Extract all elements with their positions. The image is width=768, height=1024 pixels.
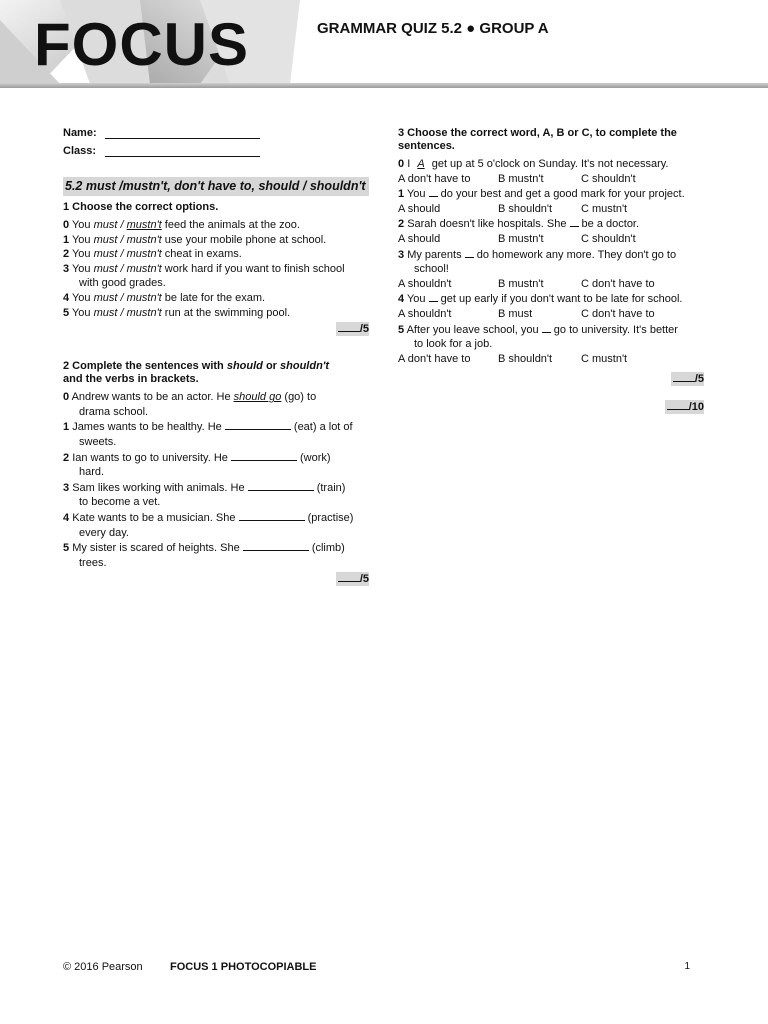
answer-option-a[interactable]: A shouldn't [398, 277, 452, 290]
item-number: 0 [63, 219, 70, 231]
exercise-1-title: 1 Choose the correct options. [63, 201, 219, 213]
total-score-blank[interactable] [667, 400, 689, 410]
answer-option-b[interactable]: B mustn't [498, 277, 544, 290]
answer-option-b[interactable]: B shouldn't [498, 202, 553, 215]
option-must[interactable]: must [93, 291, 118, 304]
exercise-1-item [63, 262, 369, 291]
item-number: 3 [63, 262, 70, 275]
option-mustnt[interactable]: mustn't [126, 306, 162, 319]
item-text: do homework any more. They don't go to [473, 248, 677, 261]
item-number: 3 [398, 248, 405, 261]
option-mustnt[interactable]: mustn't [126, 262, 162, 275]
verb-hint: (train) [313, 481, 346, 494]
item-text: You [71, 291, 94, 304]
item-number: 2 [398, 218, 405, 231]
item-number: 4 [398, 293, 405, 306]
item-text: Kate wants to be a musician. She [72, 511, 239, 524]
item-continuation: school! [414, 263, 449, 276]
name-field[interactable] [63, 121, 369, 139]
item-text: After you leave school, you [406, 323, 542, 336]
exercise-2-item [63, 390, 369, 419]
exercise-1-item [63, 233, 369, 248]
answer-option-b[interactable]: B shouldn't [498, 352, 553, 365]
item-number: 4 [63, 291, 70, 304]
item-number: 0 [63, 391, 70, 404]
option-separator: / [117, 233, 127, 246]
item-text: You [71, 248, 94, 261]
score-blank[interactable] [673, 372, 695, 382]
exercise-3-title: 3 Choose the correct word, A, B or C, to complete the sentences. [398, 127, 677, 152]
answer-option-a[interactable]: A shouldn't [398, 307, 452, 320]
answer-option-c[interactable]: C don't have to [581, 307, 655, 320]
exercise-1-item [63, 306, 369, 321]
item-number: 5 [398, 323, 405, 336]
exercise-2-items [63, 390, 369, 570]
exercise-2-item [63, 419, 369, 449]
item-text: get up early if you don't want to be late for school. [437, 293, 683, 306]
exercise-2-item [63, 480, 369, 510]
item-text: work hard if you want to finish school [161, 262, 345, 275]
ex2-title-should: should [226, 360, 263, 373]
item-text: You [71, 219, 94, 231]
item-number: 0 [398, 158, 405, 170]
exercise-3-score [398, 372, 704, 386]
exercise-1-item [63, 247, 369, 262]
item-text: use your mobile phone at school. [161, 233, 327, 246]
item-number: 1 [63, 421, 70, 434]
name-line[interactable] [105, 127, 260, 139]
exercise-1-score [63, 322, 369, 336]
ex2-title-pre: 2 Complete the sentences with [63, 360, 227, 373]
left-column [63, 121, 369, 586]
verb-hint: (practise) [304, 511, 354, 524]
score-max: /5 [359, 323, 369, 336]
item-text: run at the swimming pool. [161, 306, 291, 319]
item-text: Andrew wants to be an actor. He [71, 391, 234, 404]
verb-hint: (work) [296, 451, 331, 464]
item-text: get up at 5 o'clock on Sunday. It's not necessary. [428, 158, 669, 170]
option-mustnt[interactable]: mustn't [126, 248, 162, 261]
total-score [398, 400, 704, 414]
answer-blank[interactable] [429, 291, 438, 302]
class-line[interactable] [105, 145, 260, 157]
option-separator: / [117, 306, 127, 319]
class-field[interactable] [63, 139, 369, 157]
answer-blank[interactable] [243, 540, 309, 551]
answer-option-b[interactable]: B must [498, 307, 533, 320]
item-number: 2 [63, 451, 70, 464]
verb-hint: (eat) a lot of [290, 421, 353, 434]
answer-options [398, 277, 704, 292]
item-continuation: drama school. [79, 405, 149, 418]
item-text: Sam likes working with animals. He [72, 481, 248, 494]
item-text: You [406, 188, 429, 201]
option-mustnt[interactable]: mustn't [126, 233, 162, 246]
item-text: feed the animals at the zoo. [161, 219, 300, 231]
total-score-max: /10 [688, 401, 704, 414]
answer-option-a[interactable]: A don't have to [398, 352, 471, 365]
item-text: do your best and get a good mark for your project. [437, 188, 685, 201]
verb-hint: (climb) [308, 542, 345, 555]
item-text: Sarah doesn't like hospitals. She [407, 218, 570, 231]
example-options [398, 172, 704, 187]
item-text: You [71, 262, 94, 275]
exercise-3-item [398, 186, 704, 202]
item-continuation: hard. [79, 466, 105, 479]
item-continuation: to look for a job. [414, 338, 493, 351]
option-mustnt[interactable]: mustn't [126, 219, 162, 231]
item-text: go to university. It's better [550, 323, 678, 336]
copyright: © 2016 Pearson [63, 961, 143, 973]
answer-options [398, 307, 704, 322]
item-continuation: to become a vet. [79, 496, 161, 509]
item-continuation: every day. [79, 526, 129, 539]
answer-option-b[interactable]: B mustn't [498, 232, 544, 245]
verb-hint: (go) to [281, 391, 317, 404]
item-text: be late for the exam. [161, 291, 266, 304]
score-max: /5 [694, 373, 704, 386]
option-separator: / [117, 219, 127, 231]
answer-options [398, 202, 704, 217]
item-text: You [406, 293, 429, 306]
exercise-3-item [398, 247, 704, 277]
exercise-2-item [63, 450, 369, 480]
item-number: 5 [63, 542, 70, 555]
option-must[interactable]: must [93, 262, 118, 275]
class-label: Class: [63, 145, 97, 157]
option-must[interactable]: must [93, 233, 118, 246]
item-continuation: trees. [79, 556, 107, 569]
answer-blank[interactable] [239, 510, 305, 521]
exercise-2-item [63, 510, 369, 540]
answer-option-c[interactable]: C don't have to [581, 277, 655, 290]
exercise-2-item [63, 540, 369, 570]
item-text: You [71, 306, 94, 319]
answer-blank[interactable] [231, 450, 297, 461]
example-answer: A [417, 158, 425, 170]
quiz-title: GRAMMAR QUIZ 5.2 ● GROUP A [317, 20, 549, 37]
exercise-3-items [398, 157, 704, 366]
exercise-3-example [398, 157, 704, 172]
item-continuation: with good grades. [79, 277, 166, 290]
answer-blank[interactable] [542, 322, 551, 333]
answer-option-c[interactable]: C mustn't [581, 202, 628, 215]
option-mustnt[interactable]: mustn't [126, 291, 162, 304]
answer-option-b[interactable]: B mustn't [498, 172, 544, 185]
item-text: I [407, 158, 414, 170]
option-separator: / [117, 248, 127, 261]
item-text: You [71, 233, 94, 246]
answer-option-c[interactable]: C shouldn't [581, 232, 636, 245]
answer-options [398, 352, 704, 367]
header-divider [0, 83, 768, 88]
answer-blank[interactable] [248, 480, 314, 491]
exercise-1-items [63, 218, 369, 320]
focus-logo: FOCUS [34, 11, 249, 78]
answer-option-a[interactable]: A should [398, 232, 441, 245]
item-number: 4 [63, 511, 70, 524]
item-text: cheat in exams. [161, 248, 242, 261]
name-label: Name: [63, 127, 97, 139]
example-answer: should go [233, 391, 282, 404]
score-blank[interactable] [338, 572, 360, 582]
answer-options [398, 232, 704, 247]
option-must[interactable]: must [93, 248, 118, 261]
answer-blank[interactable] [429, 186, 438, 197]
option-separator: / [117, 262, 127, 275]
exercise-2-score [63, 572, 369, 586]
item-text: My sister is scared of heights. She [72, 542, 243, 555]
photocopiable-label: FOCUS 1 PHOTOCOPIABLE [170, 961, 317, 973]
item-number: 1 [398, 188, 405, 201]
item-continuation: sweets. [79, 435, 117, 448]
answer-blank[interactable] [570, 216, 579, 227]
item-text: be a doctor. [578, 218, 640, 231]
right-column [398, 127, 704, 414]
score-blank[interactable] [338, 322, 360, 332]
answer-option-a[interactable]: A should [398, 202, 441, 215]
exercise-2-title [63, 360, 369, 386]
page-header [0, 0, 768, 88]
answer-option-a[interactable]: A don't have to [398, 172, 471, 185]
section-title: 5.2 must /mustn't, don't have to, should / shouldn't [63, 177, 369, 196]
page-number: 1 [684, 961, 690, 972]
ex2-title-post: and the verbs in brackets. [63, 373, 199, 386]
item-number: 2 [63, 248, 70, 261]
answer-blank[interactable] [225, 419, 291, 430]
item-number: 1 [63, 233, 70, 246]
exercise-3-item [398, 322, 704, 352]
item-text: Ian wants to go to university. He [72, 451, 231, 464]
item-number: 3 [63, 481, 70, 494]
score-max: /5 [359, 573, 369, 586]
exercise-3-item [398, 216, 704, 232]
item-text: James wants to be healthy. He [72, 421, 225, 434]
exercise-1-item [63, 218, 369, 233]
answer-option-c[interactable]: C shouldn't [581, 172, 636, 185]
option-separator: / [117, 291, 127, 304]
exercise-3-item [398, 291, 704, 307]
answer-option-c[interactable]: C mustn't [581, 352, 628, 365]
option-must[interactable]: must [93, 219, 118, 231]
ex2-title-mid: or [262, 360, 281, 373]
option-must[interactable]: must [93, 306, 118, 319]
item-number: 5 [63, 306, 70, 319]
ex2-title-shouldnt: shouldn't [280, 360, 330, 373]
item-text: My parents [407, 248, 465, 261]
answer-blank[interactable] [465, 247, 474, 258]
exercise-1-item [63, 291, 369, 306]
